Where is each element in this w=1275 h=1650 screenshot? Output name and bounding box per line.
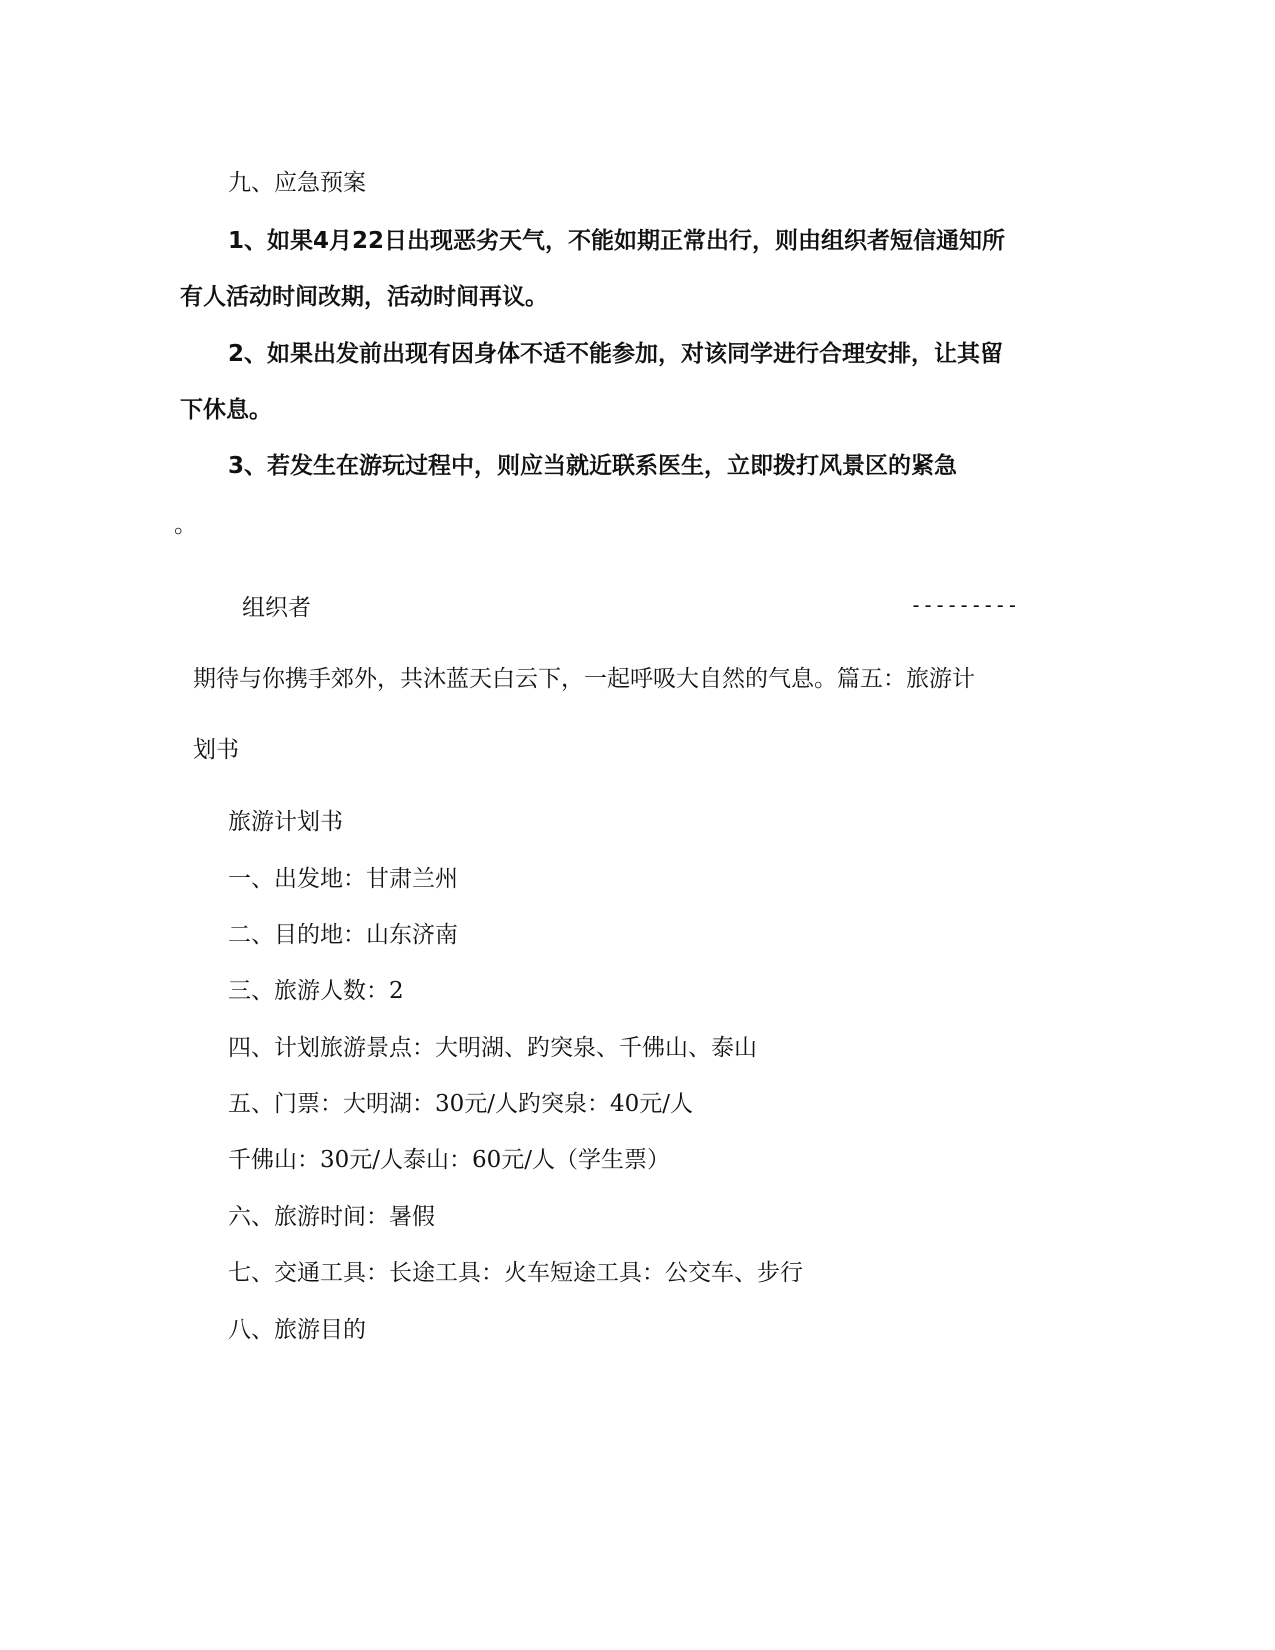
emergency-item-2-line-1: 2、如果出发前出现有因身体不适不能参加，对该同学进行合理安排，让其留	[228, 341, 1004, 367]
plan-item-tickets-1: 五、门票：大明湖：30元/人趵突泉：40元/人	[228, 1091, 694, 1117]
organizer-signature-dashes: ---------	[910, 593, 1019, 617]
emergency-heading: 九、应急预案	[228, 170, 366, 196]
plan-item-transport: 七、交通工具：长途工具：火车短途工具：公交车、步行	[228, 1260, 803, 1286]
plan-item-attractions: 四、计划旅游景点：大明湖、趵突泉、千佛山、泰山	[228, 1035, 757, 1061]
closing-line-2: 划书	[193, 737, 239, 763]
emergency-item-1-line-1: 1、如果4月22日出现恶劣天气，不能如期正常出行，则由组织者短信通知所	[228, 228, 1006, 254]
plan-item-people-count: 三、旅游人数：2	[228, 978, 404, 1004]
plan-item-time: 六、旅游时间：暑假	[228, 1204, 435, 1230]
emergency-item-2-line-2: 下休息。	[180, 397, 272, 423]
plan-item-tickets-2: 千佛山：30元/人泰山：60元/人（学生票）	[228, 1147, 671, 1173]
plan-item-destination: 二、目的地：山东济南	[228, 922, 458, 948]
plan-item-purpose: 八、旅游目的	[228, 1317, 366, 1343]
emergency-item-1-line-2: 有人活动时间改期，活动时间再议。	[180, 284, 548, 310]
organizer-label: 组织者	[242, 595, 311, 621]
closing-line-1: 期待与你携手郊外，共沐蓝天白云下，一起呼吸大自然的气息。篇五：旅游计	[193, 666, 975, 692]
plan-title: 旅游计划书	[228, 809, 343, 835]
emergency-item-3-line-1: 3、若发生在游玩过程中，则应当就近联系医生，立即拨打风景区的紧急	[228, 453, 958, 479]
emergency-item-3-line-2: 。	[174, 512, 197, 538]
plan-item-departure: 一、出发地：甘肃兰州	[228, 866, 458, 892]
